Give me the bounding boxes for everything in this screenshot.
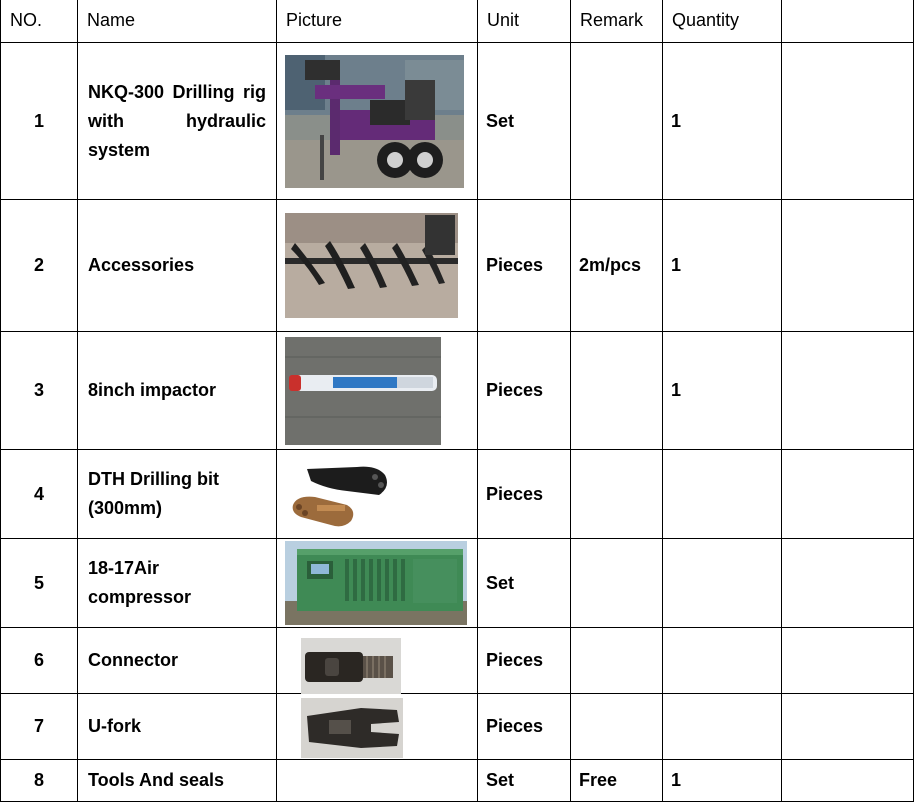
row-name: Connector — [78, 628, 277, 694]
row-quantity — [663, 694, 782, 760]
header-quantity: Quantity — [663, 0, 782, 43]
row-no: 8 — [1, 760, 78, 802]
table-row — [1, 628, 914, 694]
row-unit: Pieces — [478, 450, 571, 539]
row-quantity — [663, 628, 782, 694]
row-picture — [277, 43, 478, 200]
table-row — [1, 539, 914, 628]
row-name: NKQ-300 Drilling rig with hydraulic system — [78, 43, 277, 200]
row-remark — [571, 332, 663, 450]
row-picture — [277, 539, 478, 628]
row-unit: Set — [478, 760, 571, 802]
row-name: 18-17Air compressor — [78, 539, 277, 628]
row-remark: 2m/pcs — [571, 200, 663, 332]
table-row — [1, 760, 914, 802]
header-name: Name — [78, 0, 277, 43]
u-fork-photo — [301, 698, 403, 758]
row-quantity — [663, 450, 782, 539]
row-extra — [782, 200, 914, 332]
header-unit: Unit — [478, 0, 571, 43]
row-remark — [571, 694, 663, 760]
row-no: 4 — [1, 450, 78, 539]
row-picture — [277, 760, 478, 802]
row-picture — [277, 694, 478, 760]
row-unit: Set — [478, 43, 571, 200]
drilling-rig-photo — [285, 55, 464, 188]
row-name: DTH Drilling bit (300mm) — [78, 450, 277, 539]
row-unit: Pieces — [478, 332, 571, 450]
header-picture: Picture — [277, 0, 478, 43]
row-quantity: 1 — [663, 760, 782, 802]
table-row — [1, 332, 914, 450]
row-quantity: 1 — [663, 43, 782, 200]
row-no: 7 — [1, 694, 78, 760]
row-remark: Free — [571, 760, 663, 802]
row-name: Accessories — [78, 200, 277, 332]
connector-photo — [301, 638, 401, 694]
header-no: NO. — [1, 0, 78, 43]
row-no: 6 — [1, 628, 78, 694]
row-remark — [571, 628, 663, 694]
row-no: 5 — [1, 539, 78, 628]
row-remark — [571, 539, 663, 628]
row-picture — [277, 628, 478, 694]
row-extra — [782, 628, 914, 694]
header-remark: Remark — [571, 0, 663, 43]
row-extra — [782, 760, 914, 802]
row-name: Tools And seals — [78, 760, 277, 802]
row-extra — [782, 450, 914, 539]
row-extra — [782, 539, 914, 628]
row-extra — [782, 43, 914, 200]
row-picture — [277, 200, 478, 332]
row-no: 3 — [1, 332, 78, 450]
row-picture — [277, 332, 478, 450]
row-unit: Pieces — [478, 628, 571, 694]
header-row — [1, 0, 914, 43]
row-quantity: 1 — [663, 332, 782, 450]
row-unit: Pieces — [478, 694, 571, 760]
row-name: 8inch impactor — [78, 332, 277, 450]
row-remark — [571, 43, 663, 200]
drill-bit-photo — [287, 461, 391, 531]
table-row — [1, 43, 914, 200]
row-name: U-fork — [78, 694, 277, 760]
row-no: 1 — [1, 43, 78, 200]
row-unit: Set — [478, 539, 571, 628]
auger-photo — [285, 213, 458, 318]
table-row — [1, 694, 914, 760]
row-quantity: 1 — [663, 200, 782, 332]
header-extra — [782, 0, 914, 43]
table-row — [1, 450, 914, 539]
row-remark — [571, 450, 663, 539]
impactor-photo — [285, 337, 441, 445]
row-no: 2 — [1, 200, 78, 332]
row-unit: Pieces — [478, 200, 571, 332]
row-extra — [782, 332, 914, 450]
row-picture — [277, 450, 478, 539]
table-row — [1, 200, 914, 332]
row-quantity — [663, 539, 782, 628]
air-compressor-photo — [285, 541, 467, 625]
row-extra — [782, 694, 914, 760]
